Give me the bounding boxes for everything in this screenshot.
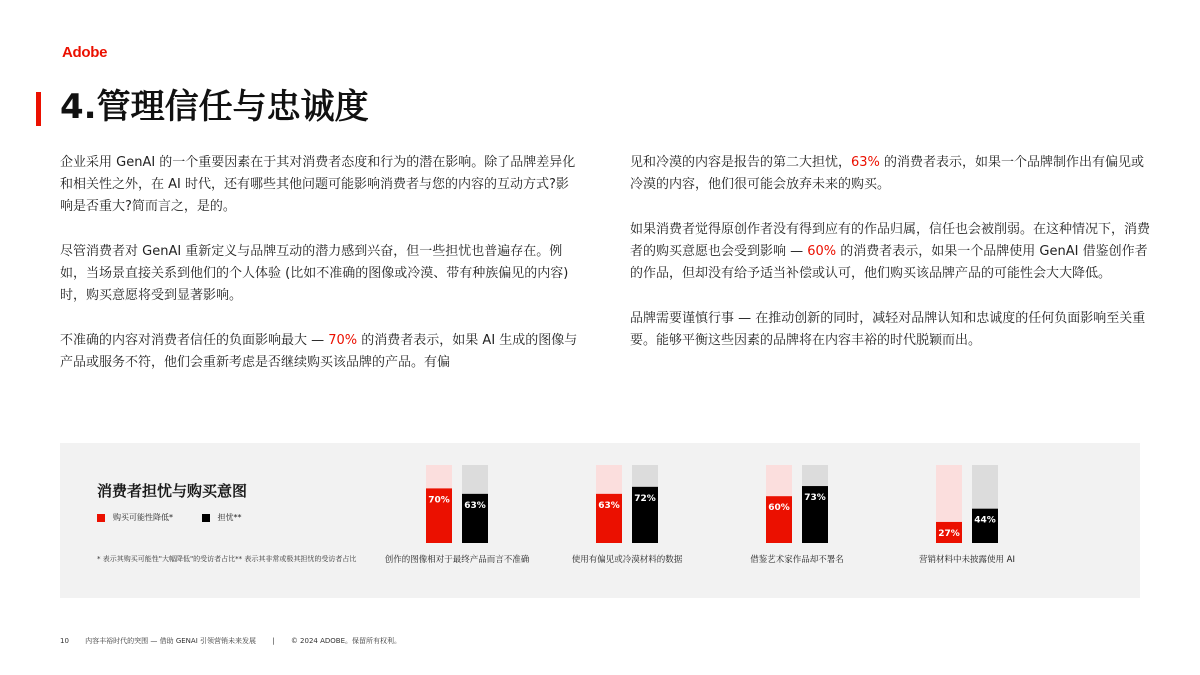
paragraph-text: 如果消费者觉得原创作者没有得到应有的作品归属，信任也会被削弱。在这种情况下，消费者的购买意愿也会受到影响 — (630, 222, 1151, 259)
paragraph (630, 219, 1150, 285)
data-label: 44% (974, 515, 996, 526)
paragraph (630, 308, 1150, 352)
legend-swatch-red (97, 514, 105, 522)
paragraph-text: 企业采用 GenAI 的一个重要因素在于其对消费者态度和行为的潜在影响。除了品牌差异化和相关性之外，在 AI 时代，还有哪些其他问题可能影响消费者与您的内容的互动方式?影响是否重大?简而言之，是的。 (60, 155, 576, 214)
paragraph-text: 的消费者表示，如果 AI 生成的图像与产品或服务不符，他们会重新考虑是否继续购买该品牌的产品。有偏 (60, 333, 578, 370)
data-label: 70% (428, 495, 450, 506)
paragraph (630, 152, 1150, 196)
legend-swatch-black (202, 514, 210, 522)
data-label: 63% (464, 500, 486, 511)
chart-footnote: * 表示其购买可能性"大幅降低"的受访者占比** 表示其非常或极其担忧的受访者占比 (97, 555, 357, 563)
data-label: 27% (938, 528, 960, 539)
data-label: 63% (598, 500, 620, 511)
data-label: 72% (634, 493, 656, 504)
page-title: 4.管理信任与忠诚度 (60, 87, 369, 127)
category-label: 创作的图像相对于最终产品而言不准确 (384, 555, 530, 565)
paragraph-text: 不准确的内容对消费者信任的负面影响最大 — (60, 333, 329, 348)
category-label: 营销材料中未披露使用 AI (918, 555, 1016, 565)
body-text-right (630, 152, 1150, 375)
highlight-stat: 60% (807, 244, 837, 259)
chart-panel (60, 443, 1140, 598)
data-label: 73% (804, 493, 826, 504)
title-accent-bar (36, 92, 41, 126)
body-text-left (60, 152, 580, 397)
paragraph-text: 尽管消费者对 GenAI 重新定义与品牌互动的潜力感到兴奋，但一些担忧也普遍存在。例如，当场景直接关系到他们的个人体验 (比如不准确的图像或冷漠、带有种族偏见的内容) 时，购买意愿将受到显著影响。 (60, 244, 569, 303)
paragraph (60, 330, 580, 374)
footer-separator: | (272, 637, 275, 645)
adobe-logo: Adobe (62, 44, 108, 61)
copyright: © 2024 ADOBE。保留所有权利。 (290, 637, 402, 645)
paragraph-text: 见和冷漠的内容是报告的第二大担忧， (630, 155, 852, 170)
paragraph-text: 品牌需要谨慎行事 — 在推动创新的同时，减轻对品牌认知和忠诚度的任何负面影响至关重要。能够平衡这些因素的品牌将在内容丰裕的时代脱颖而出。 (630, 311, 1146, 348)
legend-item-purchase (97, 512, 173, 523)
legend-label-purchase: 购买可能性降低* (113, 513, 173, 522)
page-number: 10 (60, 637, 69, 645)
chart-title: 消费者担忧与购买意图 (97, 482, 248, 500)
page-footer (60, 636, 415, 646)
category-label: 使用有偏见或冷漠材料的数据 (571, 555, 683, 565)
bar-concern (972, 509, 998, 543)
data-label: 60% (768, 503, 790, 514)
highlight-stat: 70% (328, 333, 358, 348)
legend-item-concern (202, 512, 242, 523)
chart-legend (97, 512, 268, 524)
bar-chart (384, 459, 1130, 579)
highlight-stat: 63% (851, 155, 880, 170)
paragraph (60, 241, 580, 307)
report-name: 内容丰裕时代的突围 — 借助 GENAI 引领营销未来发展 (85, 637, 256, 645)
category-label: 借鉴艺术家作品却不署名 (750, 555, 844, 565)
paragraph (60, 152, 580, 218)
paragraph-text: 的消费者表示，如果一个品牌使用 GenAI 借鉴创作者的作品，但却没有给予适当补偿或认可，他们购买该品牌产品的可能性会大大降低。 (630, 244, 1148, 281)
legend-label-concern: 担忧** (217, 513, 242, 522)
paragraph-text: 的消费者表示，如果一个品牌制作出有偏见或冷漠的内容，他们很可能会放弃未来的购买。 (630, 155, 1145, 192)
